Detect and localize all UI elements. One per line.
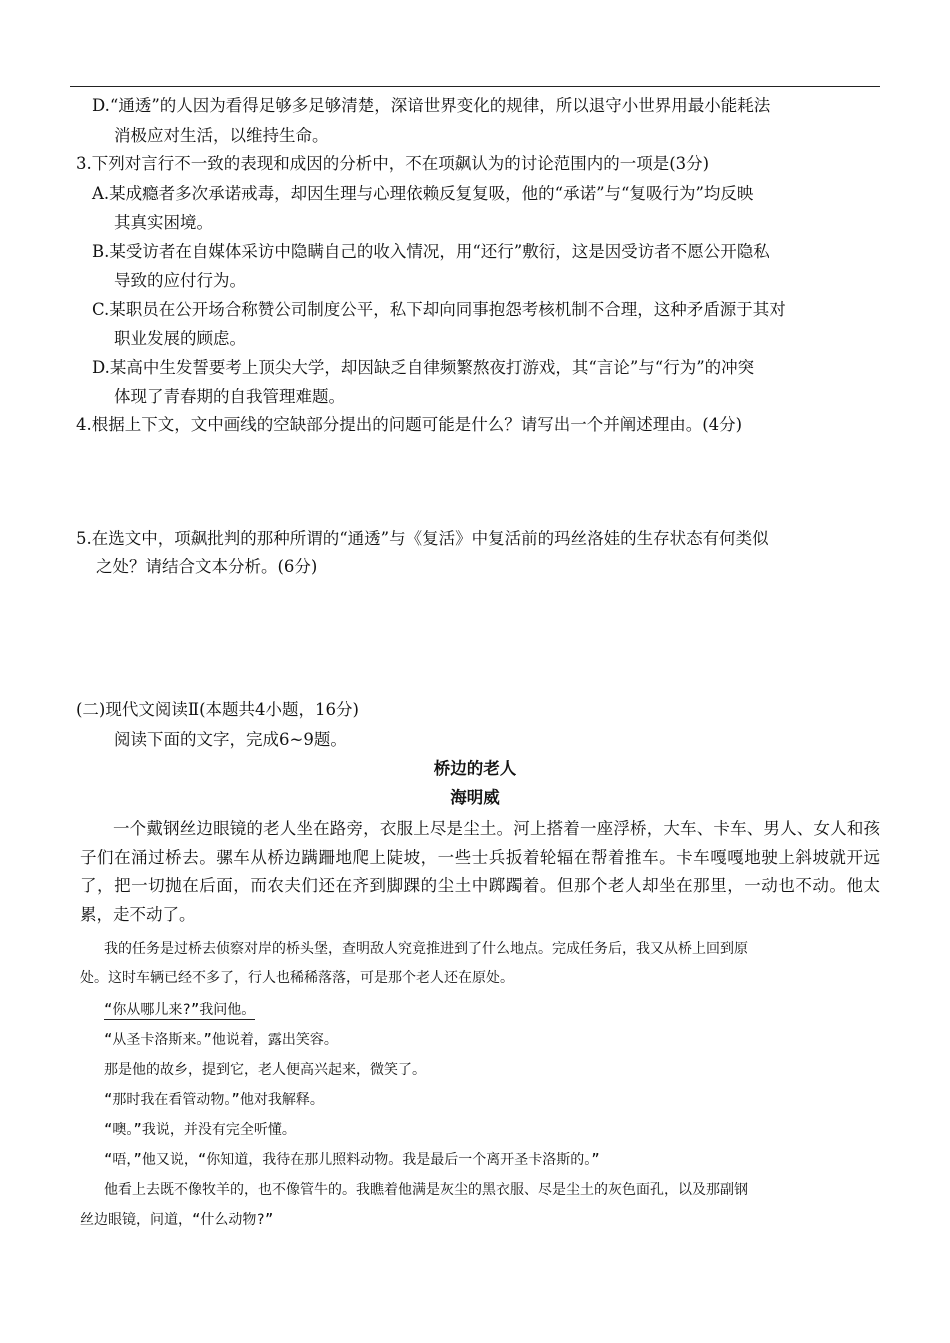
- dialogue-line-5: “噢。”我说，并没有完全听懂。: [104, 1122, 296, 1138]
- q3-option-a-line1: A.某成瘾者多次承诺戒毒，却因生理与心理依赖反复复吸，他的“承诺”与“复吸行为”均反映: [92, 184, 754, 203]
- q3-option-b-line1: B.某受访者在自媒体采访中隐瞒自己的收入情况，用“还行”敷衍，这是因受访者不愿公开隐私: [92, 242, 770, 261]
- q3-option-a-line2: 其真实困境。: [114, 213, 213, 232]
- underlined-question: “你从哪儿来?”我问他。: [104, 1002, 256, 1018]
- q3-option-d-line1: D.某高中生发誓要考上顶尖大学，却因缺乏自律频繁熬夜打游戏，其“言论”与“行为”的冲突: [92, 358, 755, 377]
- passage-author: 海明威: [450, 788, 500, 807]
- passage-paragraph-2-line2: 处。这时车辆已经不多了，行人也稀稀落落，可是那个老人还在原处。: [80, 970, 514, 986]
- passage-last-paragraph-line2: 丝边眼镜，问道，“什么动物?”: [80, 1212, 274, 1228]
- section-instruction: 阅读下面的文字，完成6~9题。: [114, 730, 347, 749]
- q5-stem-line2: 之处？请结合文本分析。(6分): [96, 557, 318, 576]
- q3-option-c-line2: 职业发展的顾虑。: [114, 329, 246, 348]
- dialogue-line-3: 那是他的故乡，提到它，老人便高兴起来，微笑了。: [104, 1062, 426, 1078]
- q3-option-d-line2: 体现了青春期的自我管理难题。: [114, 387, 345, 406]
- q3-option-c-line1: C.某职员在公开场合称赞公司制度公平，私下却向同事抱怨考核机制不合理，这种矛盾源于其对: [92, 300, 786, 319]
- dialogue-line-4: “那时我在看管动物。”他对我解释。: [104, 1092, 324, 1108]
- q3-option-b-line2: 导致的应付行为。: [114, 271, 246, 290]
- q5-stem-line1: 5.在选文中，项飙批判的那种所谓的“通透”与《复活》中复活前的玛丝洛娃的生存状态有何类似: [76, 529, 769, 548]
- dialogue-line-1: [104, 1000, 255, 1020]
- q2-option-d-line2: 消极应对生活，以维持生命。: [114, 126, 329, 145]
- passage-last-paragraph-line1: 他看上去既不像牧羊的，也不像管牛的。我瞧着他满是灰尘的黑衣服、尽是尘土的灰色面孔，以及那副钢: [104, 1182, 748, 1198]
- q2-option-d-line1: D.“通透”的人因为看得足够多足够清楚，深谙世界变化的规律，所以退守小世界用最小能耗法: [92, 96, 771, 115]
- header-rule: [70, 86, 880, 87]
- section-heading: (二)现代文阅读Ⅱ(本题共4小题，16分): [76, 700, 359, 719]
- dialogue-line-2: “从圣卡洛斯来。”他说着，露出笑容。: [104, 1032, 338, 1048]
- passage-title: 桥边的老人: [433, 759, 517, 778]
- dialogue-line-6: “唔，”他又说，“你知道，我待在那儿照料动物。我是最后一个离开圣卡洛斯的。”: [104, 1152, 600, 1168]
- q4-stem: 4.根据上下文，文中画线的空缺部分提出的问题可能是什么？请写出一个并阐述理由。(4分): [76, 415, 743, 434]
- passage-paragraph-1: 一个戴钢丝边眼镜的老人坐在路旁，衣服上尽是尘土。河上搭着一座浮桥，大车、卡车、男人、女人和孩子们在涌过桥去。骡车从桥边蹒跚地爬上陡坡，一些士兵扳着轮辐在帮着推车。卡车嘎嘎地驶上斜坡就开远了，把一切抛在后面，而农夫们还在齐到脚踝的尘土中踯躅着。但那个老人却坐在那里，一动也不动。他太累，走不动了。: [80, 819, 880, 924]
- q3-stem: 3.下列对言行不一致的表现和成因的分析中，不在项飙认为的讨论范围内的一项是(3分): [76, 154, 710, 173]
- passage-paragraph-2-line1: 我的任务是过桥去侦察对岸的桥头堡，查明敌人究竟推进到了什么地点。完成任务后，我又从桥上回到原: [104, 941, 748, 957]
